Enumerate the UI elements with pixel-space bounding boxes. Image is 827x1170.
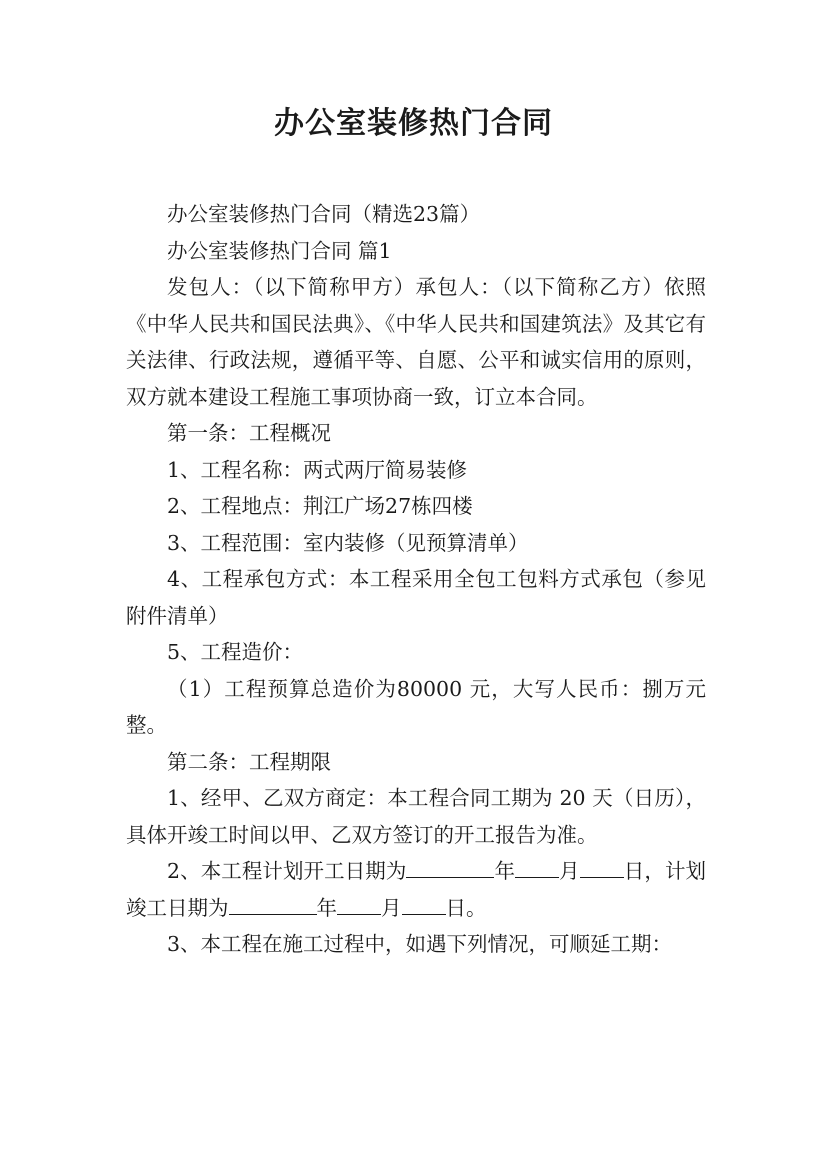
schedule-year-label: 年 <box>494 859 516 883</box>
schedule-text-end: 日，计划竣工日期为 <box>126 859 707 920</box>
paragraph-article-two: 第二条：工程期限 <box>167 749 331 774</box>
paragraph-budget-total: （1）工程预算总造价为80000 元，大写人民币：捌万元整。 <box>126 676 706 737</box>
paragraph-project-name: 1、工程名称：两式两厅简易装修 <box>167 457 468 482</box>
paragraph-article-one: 第一条：工程概况 <box>167 421 331 445</box>
end-day-blank <box>402 892 446 915</box>
start-year-blank <box>406 855 494 878</box>
paragraph-project-cost: 5、工程造价： <box>167 640 304 664</box>
paragraph-project-scope: 3、工程范围：室内装修（见预算清单） <box>167 530 529 555</box>
schedule-end-month-label: 月 <box>381 895 402 920</box>
paragraph-project-location: 2、工程地点：荆江广场27栋四楼 <box>167 494 473 518</box>
schedule-end-day-label: 日。 <box>445 895 487 920</box>
schedule-text-start: 2、本工程计划开工日期为 <box>167 859 407 883</box>
paragraph-duration: 1、经甲、乙双方商定：本工程合同工期为 20 天（日历），具体开竣工时间以甲、乙双方签订的开工报告为准。 <box>126 786 706 847</box>
paragraph-preamble: 发包人：（以下简称甲方）承包人：（以下简称乙方）依照《中华人民共和国民法典》、《中华人民共和国建筑法》及其它有关法律、行政法规，遵循平等、自愿、公平和诚实信用的原则，双方就本建设工程施工事项协商一致，订立本合同。 <box>126 275 706 409</box>
paragraph-schedule <box>126 853 706 926</box>
start-day-blank <box>580 855 624 878</box>
paragraph-section-heading: 办公室装修热门合同 篇1 <box>167 238 392 263</box>
end-month-blank <box>337 892 381 915</box>
document-title: 办公室装修热门合同 <box>274 106 553 141</box>
paragraph-contract-method: 4、工程承包方式：本工程采用全包工包料方式承包（参见附件清单） <box>126 567 706 628</box>
end-year-blank <box>229 892 317 915</box>
start-month-blank <box>515 855 559 878</box>
document-body <box>126 196 706 963</box>
schedule-month-label: 月 <box>559 859 580 883</box>
schedule-end-year-label: 年 <box>316 895 337 920</box>
paragraph-extension: 3、本工程在施工过程中，如遇下列情况，可顺延工期： <box>167 932 673 956</box>
paragraph-subtitle: 办公室装修热门合同（精选23篇） <box>167 202 481 226</box>
